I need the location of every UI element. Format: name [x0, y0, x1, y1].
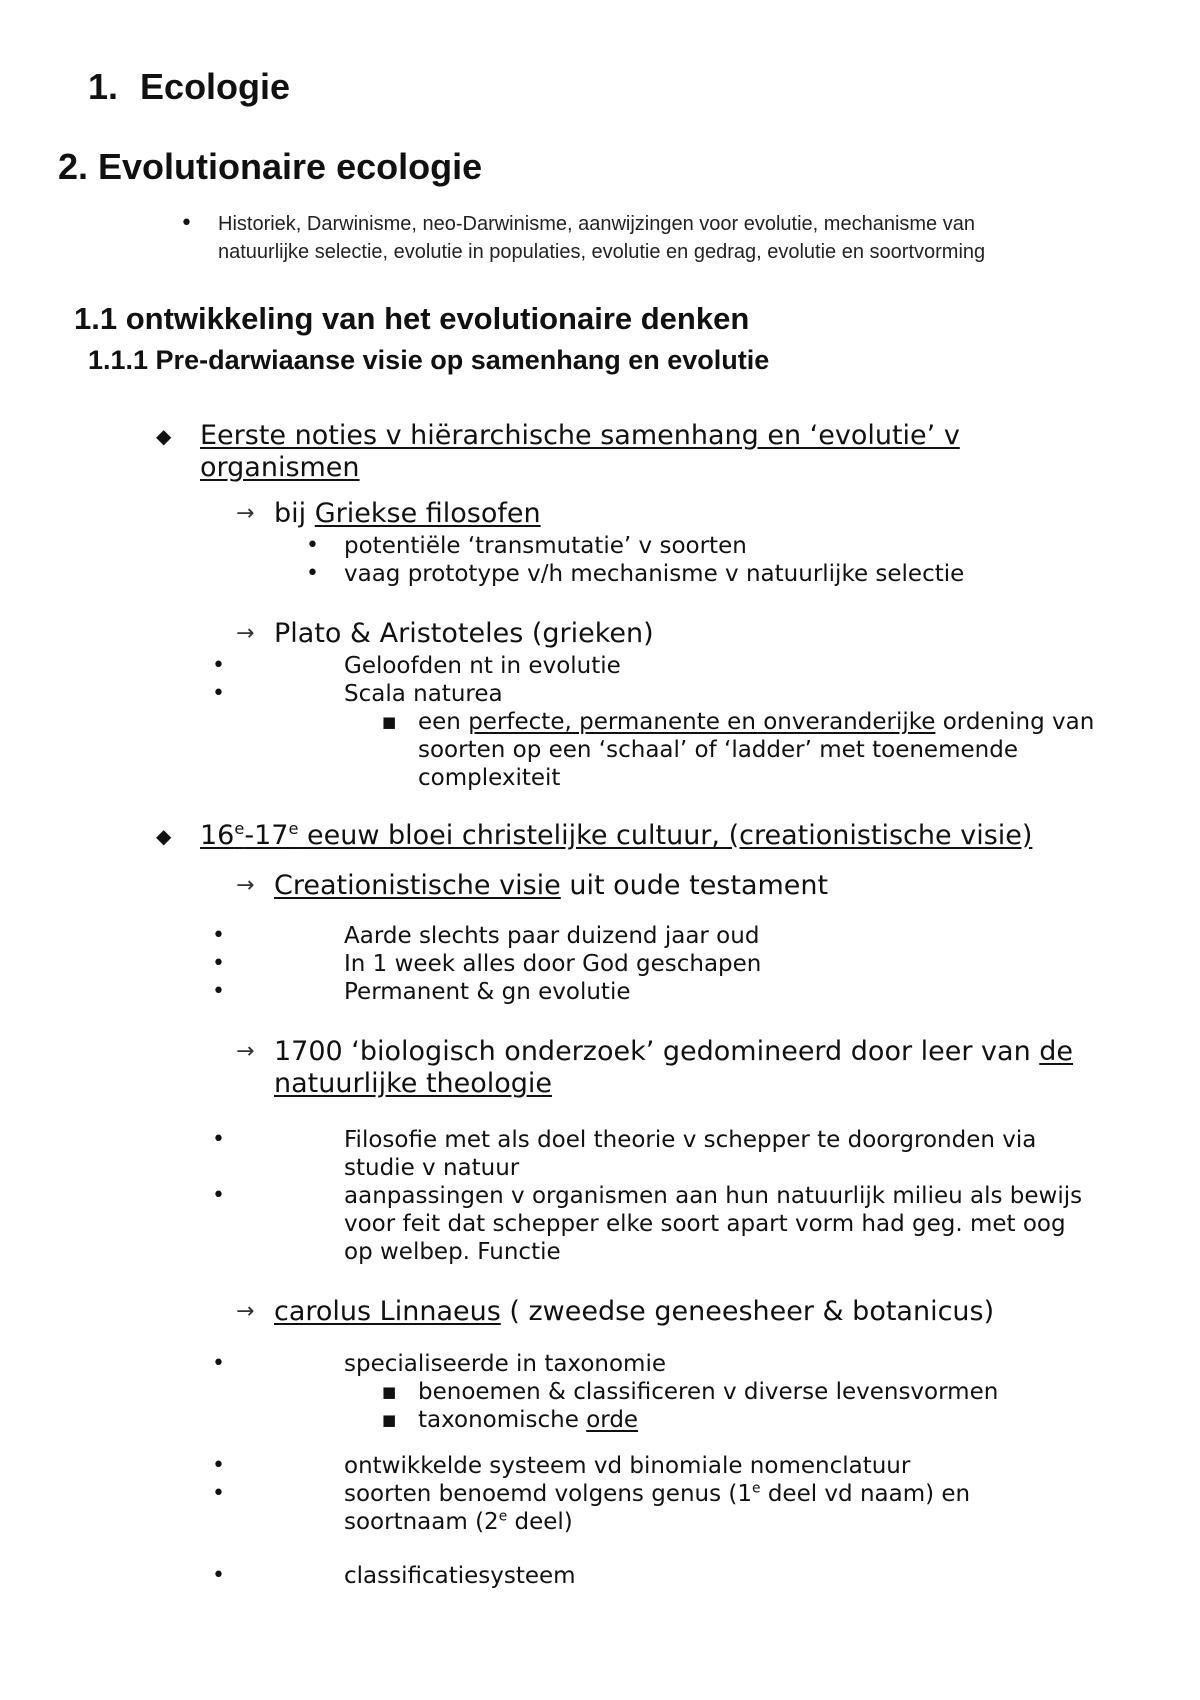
diamond-bullet-icon: ◆ [156, 824, 172, 848]
topic-2-sub-1 [274, 870, 828, 902]
superscript: e [752, 1480, 761, 1497]
arrow-icon: → [236, 1039, 255, 1064]
list-item: vaag prototype v/h mechanisme v natuurlijke selectie [344, 561, 965, 587]
bullet-icon: • [212, 681, 225, 706]
arrow-icon: → [236, 1299, 255, 1324]
subsection-heading: 1.1.1 Pre-darwiaanse visie op samenhang en evolutie [88, 345, 770, 375]
text-span: ordening van [935, 709, 1095, 735]
text-span: 16 [200, 820, 235, 851]
list-item-continued [344, 1508, 573, 1536]
list-item: Geloofden nt in evolutie [344, 653, 621, 679]
arrow-icon: → [236, 621, 255, 646]
bullet-icon: • [212, 1127, 225, 1152]
topic-1-sub-2: Plato & Aristoteles (grieken) [274, 618, 654, 649]
topic-2-sub-2-line-2: natuurlijke theologie [274, 1068, 553, 1099]
topic-1-title-line-1: Eerste noties v hiërarchische samenhang en ‘evolutie’ v [200, 420, 960, 451]
list-item [418, 708, 1094, 736]
list-item: Permanent & gn evolutie [344, 979, 631, 1005]
bullet-icon: • [212, 1563, 225, 1588]
text-span: 1700 ‘biologisch onderzoek’ gedomineerd door leer van [274, 1036, 1040, 1067]
bullet-icon: • [306, 561, 319, 586]
text-span: soortnaam (2 [344, 1509, 499, 1535]
text-span: soorten benoemd volgens genus (1 [344, 1481, 753, 1507]
text-span-underlined: de [1039, 1036, 1074, 1067]
heading-2: 2. Evolutionaire ecologie [58, 146, 483, 187]
summary-line-1: Historiek, Darwinisme, neo-Darwinisme, aanwijzingen voor evolutie, mechanisme van [218, 213, 975, 235]
heading-1 [88, 66, 290, 108]
topic-2-sub-3-link: carolus Linnaeus [274, 1296, 501, 1327]
bullet-icon: • [212, 1453, 225, 1478]
square-bullet-icon: ■ [382, 713, 397, 731]
list-item-continued: complexiteit [418, 765, 561, 791]
list-item-continued: voor feit dat schepper elke soort apart vorm had geg. met oog [344, 1211, 1066, 1237]
text-span-underlined: perfecte, permanente en onveranderijke [468, 709, 936, 735]
text-span-underlined: orde [586, 1407, 639, 1433]
bullet-icon: • [212, 1183, 225, 1208]
text-span: eeuw bloei christelijke cultuur, (creationistische visie) [298, 820, 1033, 851]
list-item: classificatiesysteem [344, 1563, 576, 1589]
list-item: specialiseerde in taxonomie [344, 1351, 666, 1377]
list-item: benoemen & classificeren v diverse levensvormen [418, 1379, 999, 1405]
bullet-icon: • [212, 1351, 225, 1376]
topic-2-sub-2-line-1 [274, 1036, 1073, 1068]
list-item [418, 1406, 638, 1434]
bullet-icon: • [212, 951, 225, 976]
section-heading: 1.1 ontwikkeling van het evolutionaire denken [74, 301, 750, 336]
square-bullet-icon: ■ [382, 1383, 397, 1401]
text-span: deel vd naam) en [760, 1481, 971, 1507]
summary-line-2: natuurlijke selectie, evolutie in populaties, evolutie en gedrag, evolutie en soortvorming [218, 241, 986, 263]
topic-2-title [200, 820, 1032, 852]
bullet-icon: • [212, 653, 225, 678]
list-item: potentiële ‘transmutatie’ v soorten [344, 533, 747, 559]
topic-1-sub-1-prefix: bij [274, 498, 315, 529]
list-item: Aarde slechts paar duizend jaar oud [344, 923, 760, 949]
text-span: een [418, 709, 469, 735]
list-item-continued: op welbep. Functie [344, 1239, 561, 1265]
topic-1-sub-1 [274, 498, 541, 530]
list-item-continued: studie v natuur [344, 1155, 520, 1181]
text-span: deel) [507, 1509, 573, 1535]
heading-1-number: 1. [88, 66, 119, 107]
superscript: e [288, 819, 299, 838]
topic-2-sub-3 [274, 1296, 994, 1328]
superscript: e [498, 1508, 508, 1525]
list-item-continued: soorten op een ‘schaal’ of ‘ladder’ met toenemende [418, 737, 1018, 763]
bullet-icon: • [306, 533, 319, 558]
list-item: In 1 week alles door God geschapen [344, 951, 762, 977]
superscript: e [234, 819, 245, 838]
list-item [344, 1480, 970, 1508]
topic-1-sub-1-link: Griekse filosofen [314, 498, 541, 529]
bullet-icon: • [212, 979, 225, 1004]
text-span: uit oude testament [560, 870, 829, 901]
text-span: ( zweedse geneesheer & botanicus) [500, 1296, 995, 1327]
bullet-icon: • [212, 923, 225, 948]
diamond-bullet-icon: ◆ [156, 424, 172, 448]
list-item: Scala naturea [344, 681, 503, 707]
text-span: taxonomische [418, 1407, 587, 1433]
bullet-icon: • [212, 1481, 225, 1506]
arrow-icon: → [236, 873, 255, 898]
heading-1-text: Ecologie [140, 66, 291, 107]
square-bullet-icon: ■ [382, 1411, 397, 1429]
list-item: aanpassingen v organismen aan hun natuurlijk milieu als bewijs [344, 1183, 1083, 1209]
bullet-icon: • [180, 211, 193, 236]
arrow-icon: → [236, 501, 255, 526]
list-item: Filosofie met als doel theorie v schepper te doorgronden via [344, 1127, 1037, 1153]
text-span: -17 [244, 820, 289, 851]
topic-2-sub-1-link: Creationistische visie [274, 870, 561, 901]
topic-1-title-line-2: organismen [200, 452, 360, 483]
list-item: ontwikkelde systeem vd binomiale nomenclatuur [344, 1453, 911, 1479]
